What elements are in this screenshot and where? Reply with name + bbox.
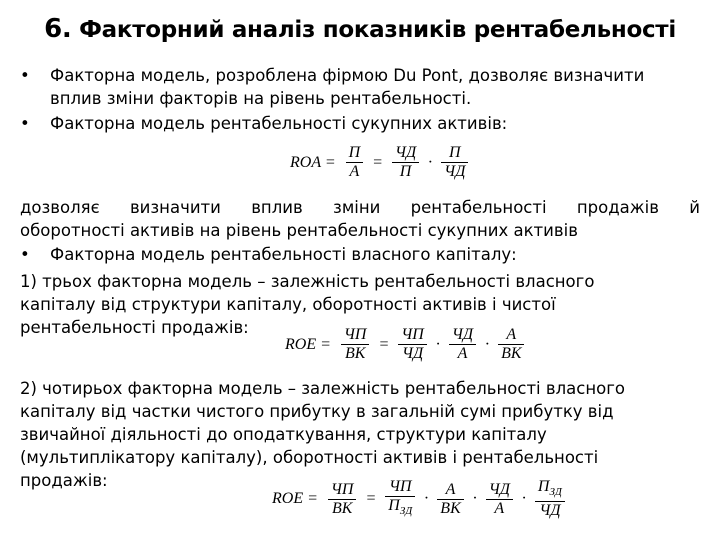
- text-line: 1) трьох факторна модель – залежність рентабельності власного: [20, 272, 595, 291]
- fraction: $\frac{А}{ВК}$: [437, 481, 463, 518]
- formula-lhs: ROA =: [290, 153, 336, 171]
- bullet-marker: •: [20, 245, 30, 264]
- bullet-roa-model: [20, 112, 690, 135]
- text-line: продажів:: [20, 471, 108, 490]
- text-line: (мультиплікатору капіталу), оборотності активів і рентабельності: [20, 448, 599, 467]
- fraction: $\frac{ЧП}{ЧД}$: [398, 326, 427, 363]
- fraction: $\frac{П_{ЗД}}{ЧД}$: [535, 478, 565, 520]
- equals-sign: =: [372, 153, 383, 171]
- bullet-roe-model: [20, 243, 690, 266]
- text-line: капіталу від частки чистого прибутку в загальній сумі прибутку від: [20, 402, 614, 421]
- text-line: капіталу від структури капіталу, оборотності активів і чистої: [20, 295, 556, 314]
- multiply-dot: ·: [485, 335, 490, 353]
- formula-lhs: ROE =: [272, 490, 318, 508]
- paragraph-roa-explanation-2: [20, 219, 700, 242]
- formula-roa: [290, 144, 470, 181]
- equals-sign: =: [378, 335, 390, 353]
- equals-sign: =: [365, 490, 377, 508]
- multiply-dot: ·: [424, 490, 429, 508]
- bullet-dupont: [20, 64, 690, 110]
- formula-roe-3factor: [285, 326, 526, 363]
- multiply-dot: ·: [521, 490, 526, 508]
- multiply-dot: ·: [428, 153, 433, 171]
- fraction: $\frac{ЧД}{А}$: [486, 481, 513, 518]
- fraction: $\frac{ЧП}{П_{ЗД}}$: [385, 478, 415, 520]
- fraction: $\frac{А}{ВК}$: [498, 326, 524, 363]
- text-line: звичайної діяльності до оподаткування, структури капіталу: [20, 425, 547, 444]
- text-line: дозволяє визначити вплив зміни рентабельності продажів й: [20, 198, 700, 217]
- fraction: $\frac{П}{ЧД}$: [441, 144, 468, 181]
- multiply-dot: ·: [472, 490, 477, 508]
- bullet-line: Факторна модель рентабельності сукупних активів:: [50, 114, 508, 133]
- multiply-dot: ·: [435, 335, 440, 353]
- fraction: $\frac{ЧП}{ВК}$: [341, 326, 370, 363]
- item-four-factor: [20, 377, 700, 492]
- fraction: $\frac{ЧП}{ВК}$: [328, 481, 357, 518]
- fraction: $\frac{ЧД}{А}$: [449, 326, 476, 363]
- bullet-line: Факторна модель, розроблена фірмою Du Pont, дозволяє визначити: [50, 66, 645, 85]
- bullet-line: Факторна модель рентабельності власного капіталу:: [50, 245, 517, 264]
- formula-roe-4factor: [272, 478, 567, 520]
- bullet-marker: •: [20, 114, 30, 133]
- text-line: оборотності активів на рівень рентабельності сукупних активів: [20, 221, 578, 240]
- paragraph-roa-explanation: [20, 196, 700, 219]
- fraction: $\frac{ЧД}{П}$: [392, 144, 419, 181]
- formula-lhs: ROE =: [285, 335, 331, 353]
- bullet-line: вплив зміни факторів на рівень рентабельності.: [50, 89, 472, 108]
- bullet-marker: •: [20, 66, 30, 85]
- title-text: Факторний аналіз показників рентабельності: [79, 17, 676, 43]
- fraction: $\frac{П}{А}$: [346, 144, 364, 181]
- text-line: 2) чотирьох факторна модель – залежність рентабельності власного: [20, 379, 625, 398]
- text-line: рентабельності продажів:: [20, 318, 249, 337]
- title-number: 6.: [44, 14, 72, 44]
- page-title: [0, 14, 720, 44]
